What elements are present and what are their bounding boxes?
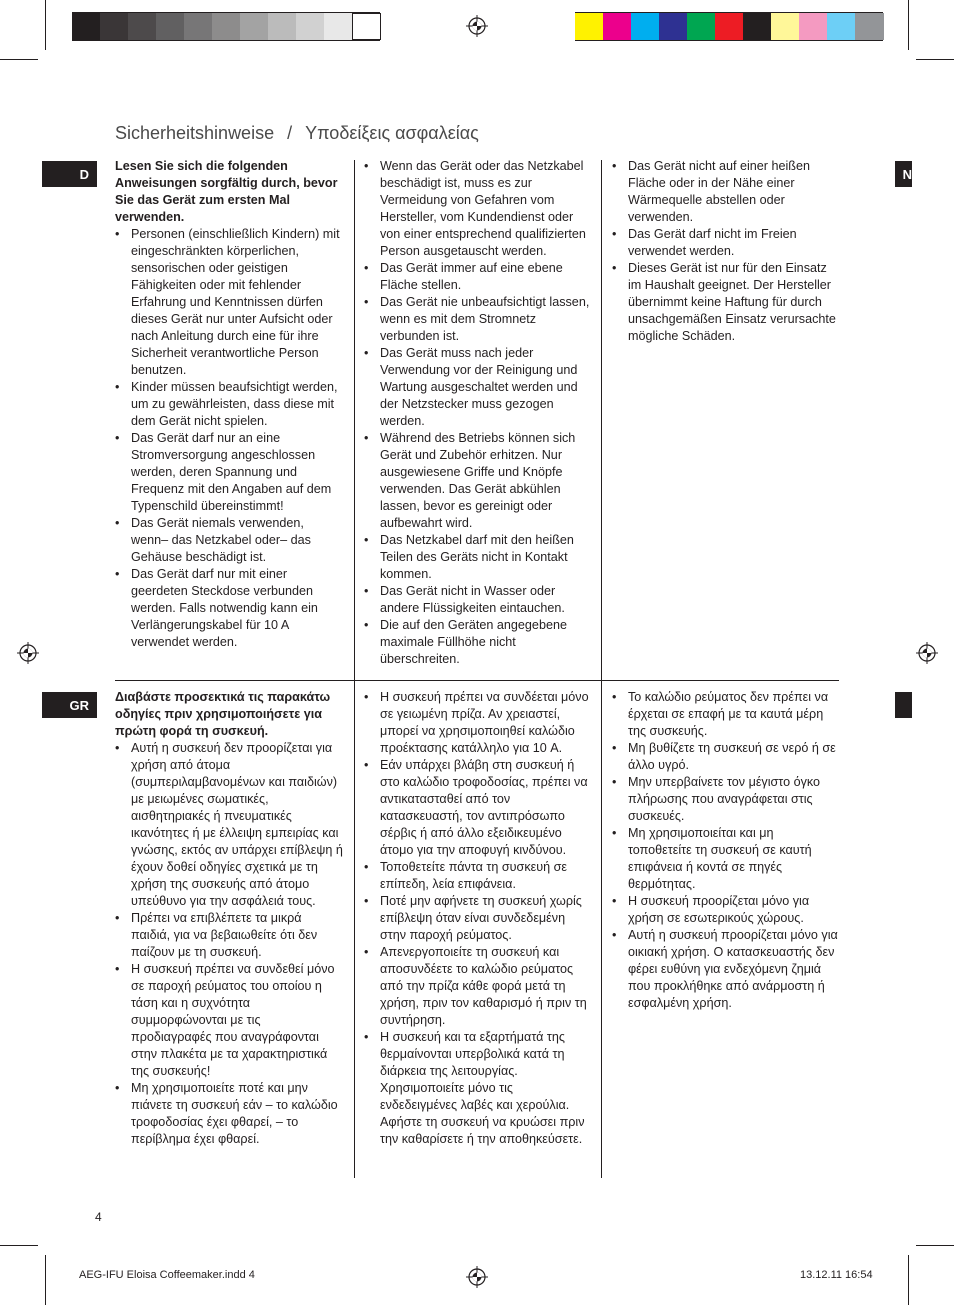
color-swatch [715, 13, 744, 40]
grayscale-swatch [72, 13, 101, 40]
list-item: • Αυτή η συσκευή δεν προορίζεται για χρήση από άτομα (συμπεριλαμβανομένων και παιδιών) με μειωμένες σωματικές, αισθητηριακές ή πνευματικές ικανότητες ή με έλλειψη εμπειρίας και γνώσης, εκτός αν υπάρχει επίβλεψη ή έχουν δοθεί οδηγίες σχετικά με τη χρήση της συσκευής από άτομο υπεύθυνο για την ασφάλειά τους. [115, 740, 343, 910]
list-item: • Εάν υπάρχει βλάβη στη συσκευή ή στο καλώδιο τροφοδοσίας, πρέπει να αντικατασταθεί από τον κατασκευαστή, τον αντιπρόσωπο σέρβις ή από άλλο εξειδικευμένο άτομο για την αποφυγή κινδύνου. [364, 757, 590, 859]
grayscale-swatch [156, 13, 185, 40]
language-tab-right-gr [895, 692, 912, 718]
title-separator: / [287, 123, 293, 143]
title-gr: Υποδείξεις ασφαλείας [305, 123, 479, 143]
crop-mark-bottom-right-v [908, 1255, 909, 1305]
list-item: • Während des Betriebs können sich Gerät und Zubehör erhitzen. Nur ausgewiesene Griffe und Knöpfe verwenden. Das Gerät abkühlen lassen, bevor es gereinigt oder aufbewahrt wird. [364, 430, 590, 532]
list-item: • Το καλώδιο ρεύματος δεν πρέπει να έρχεται σε επαφή με τα καυτά μέρη της συσκευής. [612, 689, 838, 740]
gr-list-2 [364, 689, 590, 1148]
list-item: • Das Netzkabel darf mit den heißen Teilen des Geräts nicht in Kontakt kommen. [364, 532, 590, 583]
registration-mark-right-icon [916, 642, 938, 664]
column-divider-gr-1 [354, 681, 355, 1178]
grayscale-swatch [324, 13, 353, 40]
gr-list-3 [612, 689, 838, 1012]
column-divider-de-1 [354, 160, 355, 680]
color-swatch [771, 13, 800, 40]
title-de: Sicherheitshinweise [115, 123, 275, 143]
de-column-1 [115, 158, 343, 651]
list-item: • Η συσκευή πρέπει να συνδέεται μόνο σε γειωμένη πρίζα. Αν χρειαστεί, μπορεί να χρησιμοποιηθεί καλώδιο προέκτασης κατάλληλο για 10 A. [364, 689, 590, 757]
list-item: • Dieses Gerät ist nur für den Einsatz im Haushalt geeignet. Der Hersteller übernimmt keine Haftung für durch unsachgemäßen Einsatz verursachte mögliche Schäden. [612, 260, 838, 345]
grayscale-swatch [240, 13, 269, 40]
color-swatch [743, 13, 772, 40]
de-list-3 [612, 158, 838, 345]
section-divider [115, 680, 839, 681]
list-item: • Das Gerät muss nach jeder Verwendung vor der Reinigung und Wartung ausgeschaltet werden und der Netzstecker muss gezogen werden. [364, 345, 590, 430]
crop-mark-bottom-left-h [0, 1245, 38, 1246]
registration-mark-bottom-icon [466, 1266, 488, 1288]
grayscale-swatch [268, 13, 297, 40]
list-item: • Η συσκευή και τα εξαρτήματά της θερμαίνονται υπερβολικά κατά τη διάρκεια της λειτουργίας. Χρησιμοποιείτε μόνο τις ενδεδειγμένες λαβές και χερούλια. Αφήστε τη συσκευή να κρυώσει πριν την καθαρίσετε ή την αποθηκεύσετε. [364, 1029, 590, 1148]
list-item: • Das Gerät darf nur an eine Stromversorgung angeschlossen werden, deren Spannung und Frequenz mit den Angaben auf dem Typenschild übereinstimmt! [115, 430, 343, 515]
slug-date: 13.12.11 16:54 [800, 1269, 873, 1281]
list-item: • Das Gerät nicht auf einer heißen Fläche oder in der Nähe einer Wärmequelle abstellen oder verwenden. [612, 158, 838, 226]
de-intro: Lesen Sie sich die folgenden Anweisungen sorgfältig durch, bevor Sie das Gerät zum ersten Mal verwenden. [115, 159, 338, 224]
grayscale-swatch [212, 13, 241, 40]
column-divider-de-2 [601, 160, 602, 680]
list-item: • Die auf den Geräten angegebene maximale Füllhöhe nicht überschreiten. [364, 617, 590, 668]
crop-mark-bottom-right-h [916, 1245, 954, 1246]
list-item: • Μη χρησιμοποιείτε ποτέ και μην πιάνετε τη συσκευή εάν – το καλώδιο τροφοδοσίας έχει φθαρεί, – το περίβλημα έχει φθαρεί. [115, 1080, 343, 1148]
gr-intro: Διαβάστε προσεκτικά τις παρακάτω οδηγίες πριν χρησιμοποιήσετε για πρώτη φορά τη συσκευή. [115, 690, 331, 738]
grayscale-swatch [296, 13, 325, 40]
color-swatch [575, 13, 604, 40]
gr-column-1 [115, 689, 343, 1148]
language-tab-de: D [42, 161, 97, 187]
list-item: • Μη βυθίζετε τη συσκευή σε νερό ή σε άλλο υγρό. [612, 740, 838, 774]
crop-mark-top-right-h [916, 59, 954, 60]
list-item: • Πρέπει να επιβλέπετε τα μικρά παιδιά, για να βεβαιωθείτε ότι δεν παίζουν με τη συσκευή. [115, 910, 343, 961]
page-title [115, 123, 479, 144]
list-item: • Das Gerät darf nicht im Freien verwendet werden. [612, 226, 838, 260]
grayscale-swatch [100, 13, 129, 40]
list-item: • Η συσκευή προορίζεται μόνο για χρήση σε εσωτερικούς χώρους. [612, 893, 838, 927]
list-item: • Das Gerät darf nur mit einer geerdeten Steckdose verbunden werden. Falls notwendig kann ein Verlängerungskabel für 10 A verwendet werden. [115, 566, 343, 651]
list-item: • Τοποθετείτε πάντα τη συσκευή σε επίπεδη, λεία επιφάνεια. [364, 859, 590, 893]
list-item: • Kinder müssen beaufsichtigt werden, um zu gewährleisten, dass diese mit dem Gerät nicht spielen. [115, 379, 343, 430]
list-item: • Das Gerät immer auf eine ebene Fläche stellen. [364, 260, 590, 294]
color-swatch [855, 13, 884, 40]
color-swatch [659, 13, 688, 40]
crop-mark-bottom-left-v [45, 1255, 46, 1305]
list-item: • Μην υπερβαίνετε τον μέγιστο όγκο πλήρωσης που αναγράφεται στις συσκευές. [612, 774, 838, 825]
de-column-3 [612, 158, 838, 345]
list-item: • Η συσκευή πρέπει να συνδεθεί μόνο σε παροχή ρεύματος του οποίου η τάση και η συχνότητα συμμορφώνονται με τις προδιαγραφές που αναγράφονται στην πλακέτα με τα χαρακτηριστικά της συσκευής! [115, 961, 343, 1080]
color-swatch [687, 13, 716, 40]
crop-mark-top-left-h [0, 59, 38, 60]
de-list-1 [115, 226, 343, 651]
grayscale-swatch [128, 13, 157, 40]
list-item: • Personen (einschließlich Kindern) mit eingeschränkten körperlichen, sensorischen oder geistigen Fähigkeiten oder mit fehlender Erfahrung und Kenntnissen dürfen dieses Gerät nur unter Aufsicht oder nach Anleitung durch eine für ihre Sicherheit verantwortliche Person benutzen. [115, 226, 343, 379]
registration-mark-left-icon [17, 642, 39, 664]
language-tab-right-de: N [895, 161, 912, 187]
list-item: • Wenn das Gerät oder das Netzkabel beschädigt ist, muss es zur Vermeidung von Gefahren vom Hersteller, vom Kundendienst oder von einer entsprechend qualifizierten Person ausgetauscht werden. [364, 158, 590, 260]
color-swatch [631, 13, 660, 40]
grayscale-swatch [352, 13, 381, 40]
crop-mark-top-left-v [45, 0, 46, 50]
color-swatch [799, 13, 828, 40]
list-item: • Αυτή η συσκευή προορίζεται μόνο για οικιακή χρήση. Ο κατασκευαστής δεν φέρει ευθύνη για ενδεχόμενη ζημιά που προκλήθηκε από ανάρμοστη ή εσφαλμένη χρήση. [612, 927, 838, 1012]
column-divider-gr-2 [601, 681, 602, 1178]
color-swatch [827, 13, 856, 40]
grayscale-swatch [184, 13, 213, 40]
list-item: • Das Gerät nicht in Wasser oder andere Flüssigkeiten eintauchen. [364, 583, 590, 617]
list-item: • Μη χρησιμοποιείται και μη τοποθετείτε τη συσκευή σε καυτή επιφάνεια ή κοντά σε πηγές θερμότητας. [612, 825, 838, 893]
slug-file-name: AEG-IFU Eloisa Coffeemaker.indd 4 [79, 1269, 255, 1281]
list-item: • Das Gerät niemals verwenden, wenn– das Netzkabel oder– das Gehäuse beschädigt ist. [115, 515, 343, 566]
registration-mark-top-icon [466, 15, 488, 37]
list-item: • Απενεργοποιείτε τη συσκευή και αποσυνδέετε το καλώδιο ρεύματος από την πρίζα κάθε φορά μετά τη χρήση, πριν τον καθαρισμό ή πριν τη συντήρηση. [364, 944, 590, 1029]
list-item: • Das Gerät nie unbeaufsichtigt lassen, wenn es mit dem Stromnetz verbunden ist. [364, 294, 590, 345]
gr-column-2 [364, 689, 590, 1148]
de-column-2 [364, 158, 590, 668]
page-number: 4 [95, 1210, 102, 1224]
gr-column-3 [612, 689, 838, 1012]
color-swatch [603, 13, 632, 40]
language-tab-gr: GR [42, 692, 97, 718]
de-list-2 [364, 158, 590, 668]
gr-list-1 [115, 740, 343, 1148]
list-item: • Ποτέ μην αφήνετε τη συσκευή χωρίς επίβλεψη όταν είναι συνδεδεμένη στην παροχή ρεύματος. [364, 893, 590, 944]
crop-mark-top-right-v [908, 0, 909, 50]
